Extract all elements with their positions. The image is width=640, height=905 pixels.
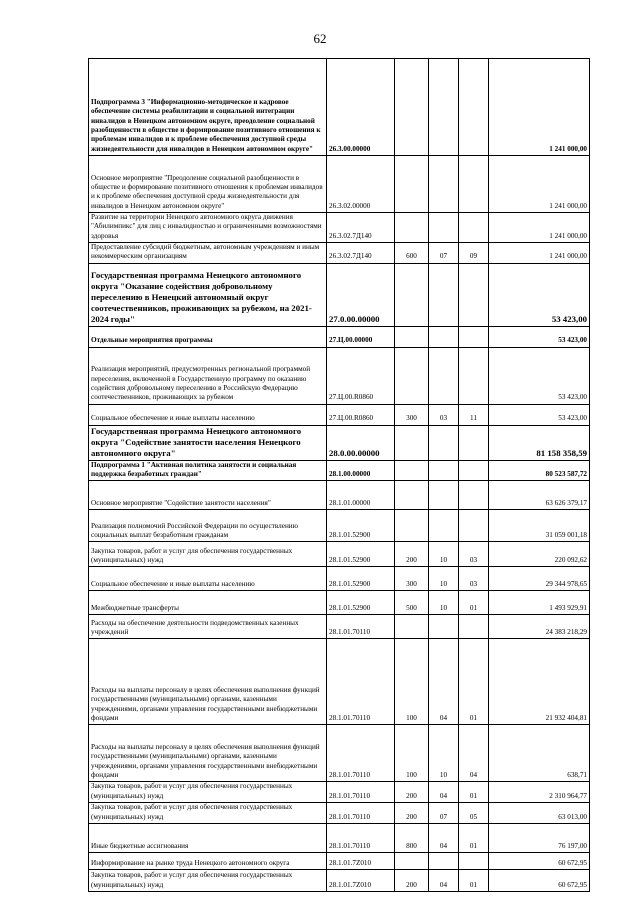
row-expense-type <box>395 852 429 869</box>
row-amount: 638,71 <box>489 725 590 782</box>
row-section <box>429 615 459 639</box>
row-amount: 76 197,00 <box>489 823 590 852</box>
table-row <box>89 639 590 725</box>
row-section <box>429 347 459 404</box>
row-section <box>429 425 459 460</box>
row-target-code: 28.1.00.00000 <box>327 460 395 481</box>
table-row <box>89 243 590 264</box>
row-subsection: 03 <box>459 567 489 591</box>
row-expense-type: 200 <box>395 803 429 824</box>
row-name: Реализация полномочий Российской Федерации по осуществлению социальных выплат безработным гражданам <box>89 510 327 542</box>
row-target-code: 28.1.01.70110 <box>327 725 395 782</box>
row-amount: 53 423,00 <box>489 404 590 425</box>
row-amount: 1 241 000,00 <box>489 59 590 156</box>
row-expense-type: 200 <box>395 869 429 891</box>
table-row <box>89 347 590 404</box>
table-row <box>89 852 590 869</box>
row-name: Закупка товаров, работ и услуг для обеспечения государственных (муниципальных) нужд <box>89 782 327 803</box>
row-name: Социальное обеспечение и иные выплаты населению <box>89 404 327 425</box>
table-row <box>89 404 590 425</box>
row-target-code: 27.Ц.00.R0860 <box>327 404 395 425</box>
row-amount: 29 344 978,65 <box>489 567 590 591</box>
row-section <box>429 156 459 213</box>
row-name: Межбюджетные трансферты <box>89 591 327 615</box>
row-subsection: 05 <box>459 803 489 824</box>
row-section <box>429 213 459 243</box>
row-expense-type: 200 <box>395 542 429 567</box>
row-amount: 1 241 000,00 <box>489 243 590 264</box>
row-subsection: 01 <box>459 639 489 725</box>
table-row <box>89 326 590 347</box>
row-subsection <box>459 213 489 243</box>
row-subsection <box>459 852 489 869</box>
row-target-code: 27.Ц.00.00000 <box>327 326 395 347</box>
row-amount: 60 672,95 <box>489 869 590 891</box>
row-target-code: 27.0.00.00000 <box>327 263 395 326</box>
row-amount: 31 059 001,18 <box>489 510 590 542</box>
row-amount: 60 672,95 <box>489 852 590 869</box>
row-name: Закупка товаров, работ и услуг для обеспечения государственных (муниципальных) нужд <box>89 869 327 891</box>
row-expense-type: 300 <box>395 404 429 425</box>
row-amount: 1 241 000,00 <box>489 213 590 243</box>
row-target-code: 28.1.01.7Z010 <box>327 869 395 891</box>
row-amount: 63 626 379,17 <box>489 481 590 510</box>
row-name: Развитие на территории Ненецкого автономного округа движения "Абилимпикс" для лиц с инвалидностью и ограниченными возможностями здоровья <box>89 213 327 243</box>
row-amount: 220 092,62 <box>489 542 590 567</box>
row-section: 03 <box>429 404 459 425</box>
row-name: Иные бюджетные ассигнования <box>89 823 327 852</box>
row-target-code: 26.3.02.00000 <box>327 156 395 213</box>
budget-table-body <box>89 59 590 892</box>
row-expense-type: 500 <box>395 591 429 615</box>
table-row <box>89 615 590 639</box>
row-section <box>429 263 459 326</box>
row-amount: 1 493 929,91 <box>489 591 590 615</box>
table-row <box>89 869 590 891</box>
row-subsection <box>459 326 489 347</box>
row-amount: 24 383 218,29 <box>489 615 590 639</box>
row-amount: 53 423,00 <box>489 263 590 326</box>
row-subsection <box>459 59 489 156</box>
row-target-code: 26.3.02.7Д140 <box>327 243 395 264</box>
row-name: Расходы на выплаты персоналу в целях обеспечения выполнения функций государственными (муниципальными) органами, казенными учреждениями, органами управления государственными внебюджетными фондами <box>89 725 327 782</box>
row-target-code: 28.1.01.00000 <box>327 481 395 510</box>
row-amount: 53 423,00 <box>489 326 590 347</box>
row-section: 10 <box>429 542 459 567</box>
row-name: Расходы на выплаты персоналу в целях обеспечения выполнения функций государственными (муниципальными) органами, казенными учреждениями, органами управления государственными внебюджетными фондами <box>89 639 327 725</box>
row-subsection: 04 <box>459 725 489 782</box>
row-section: 04 <box>429 639 459 725</box>
row-expense-type: 100 <box>395 725 429 782</box>
row-target-code: 28.1.01.70110 <box>327 782 395 803</box>
budget-table <box>88 58 590 892</box>
table-row <box>89 213 590 243</box>
row-section <box>429 481 459 510</box>
row-section: 04 <box>429 782 459 803</box>
row-expense-type <box>395 156 429 213</box>
row-subsection <box>459 510 489 542</box>
row-subsection: 09 <box>459 243 489 264</box>
row-expense-type <box>395 510 429 542</box>
row-amount: 2 310 964,77 <box>489 782 590 803</box>
row-expense-type <box>395 425 429 460</box>
row-section: 07 <box>429 803 459 824</box>
row-expense-type: 200 <box>395 782 429 803</box>
row-name: Государственная программа Ненецкого автономного округа "Оказание содействия добровольному переселению в Ненецкий автономный округ соотечественников, проживающих за рубежом, на 2021-2024 годы" <box>89 263 327 326</box>
row-section: 04 <box>429 869 459 891</box>
table-row <box>89 156 590 213</box>
table-row <box>89 425 590 460</box>
table-row <box>89 782 590 803</box>
row-subsection: 03 <box>459 542 489 567</box>
row-name: Основное мероприятие "Содействие занятости населения" <box>89 481 327 510</box>
row-subsection: 01 <box>459 869 489 891</box>
table-row <box>89 59 590 156</box>
row-section <box>429 510 459 542</box>
row-target-code: 26.3.00.00000 <box>327 59 395 156</box>
row-subsection <box>459 460 489 481</box>
row-expense-type <box>395 481 429 510</box>
row-section <box>429 460 459 481</box>
row-target-code: 28.1.01.70110 <box>327 639 395 725</box>
row-subsection <box>459 481 489 510</box>
row-target-code: 26.3.02.7Д140 <box>327 213 395 243</box>
table-row <box>89 510 590 542</box>
row-name: Социальное обеспечение и иные выплаты населению <box>89 567 327 591</box>
row-target-code: 28.0.00.00000 <box>327 425 395 460</box>
row-target-code: 27.Ц.00.R0860 <box>327 347 395 404</box>
row-amount: 81 158 358,59 <box>489 425 590 460</box>
page-number: 62 <box>313 31 327 46</box>
table-row <box>89 481 590 510</box>
row-target-code: 28.1.01.7Z010 <box>327 852 395 869</box>
row-name: Информирование на рынке труда Ненецкого автономного округа <box>89 852 327 869</box>
row-subsection: 01 <box>459 591 489 615</box>
table-row <box>89 591 590 615</box>
row-name: Основное мероприятие "Преодоление социальной разобщенности в обществе и формирование позитивного отношения к проблемам инвалидов и к проблеме обеспечения доступной среды жизнедеятельности для инвалидов в Ненецком автономном округе" <box>89 156 327 213</box>
row-subsection: 01 <box>459 823 489 852</box>
row-subsection: 11 <box>459 404 489 425</box>
row-section <box>429 852 459 869</box>
row-section: 10 <box>429 725 459 782</box>
row-subsection <box>459 347 489 404</box>
row-name: Государственная программа Ненецкого автономного округа "Содействие занятости населения Ненецкого автономного округа" <box>89 425 327 460</box>
row-subsection <box>459 263 489 326</box>
row-expense-type <box>395 347 429 404</box>
row-expense-type: 300 <box>395 567 429 591</box>
row-subsection: 01 <box>459 782 489 803</box>
row-section <box>429 326 459 347</box>
row-expense-type: 800 <box>395 823 429 852</box>
row-name: Реализация мероприятий, предусмотренных региональной программой переселения, включенной в Государственную программу по оказанию содействия добровольному переселению в Российскую Федерацию соотечественников, проживающих за рубежом <box>89 347 327 404</box>
row-name: Отдельные мероприятия программы <box>89 326 327 347</box>
row-target-code: 28.1.01.70110 <box>327 615 395 639</box>
row-target-code: 28.1.01.52900 <box>327 567 395 591</box>
table-row <box>89 263 590 326</box>
row-section: 10 <box>429 591 459 615</box>
row-target-code: 28.1.01.52900 <box>327 591 395 615</box>
row-section: 10 <box>429 567 459 591</box>
row-expense-type <box>395 460 429 481</box>
row-target-code: 28.1.01.70110 <box>327 803 395 824</box>
table-row <box>89 460 590 481</box>
table-row <box>89 725 590 782</box>
row-expense-type <box>395 326 429 347</box>
row-section: 04 <box>429 823 459 852</box>
row-target-code: 28.1.01.70110 <box>327 823 395 852</box>
table-row <box>89 823 590 852</box>
row-expense-type <box>395 263 429 326</box>
row-name: Подпрограмма 3 "Информационно-методическое и кадровое обеспечение системы реабилитации и социальной интеграции инвалидов в Ненецком автономном округе, преодоление социальной разобщенности в обществе и формирование позитивного отношения к проблемам инвалидов и к проблеме обеспечения доступной среды жизнедеятельности для инвалидов в Ненецком автономном округе" <box>89 59 327 156</box>
row-amount: 63 013,00 <box>489 803 590 824</box>
row-amount: 80 523 587,72 <box>489 460 590 481</box>
row-name: Закупка товаров, работ и услуг для обеспечения государственных (муниципальных) нужд <box>89 542 327 567</box>
table-row <box>89 567 590 591</box>
row-subsection <box>459 615 489 639</box>
row-name: Закупка товаров, работ и услуг для обеспечения государственных (муниципальных) нужд <box>89 803 327 824</box>
row-subsection <box>459 425 489 460</box>
row-amount: 21 932 404,81 <box>489 639 590 725</box>
row-section <box>429 59 459 156</box>
row-target-code: 28.1.01.52900 <box>327 510 395 542</box>
row-amount: 1 241 000,00 <box>489 156 590 213</box>
row-target-code: 28.1.01.52900 <box>327 542 395 567</box>
row-expense-type: 100 <box>395 639 429 725</box>
row-expense-type <box>395 615 429 639</box>
table-row <box>89 542 590 567</box>
table-row <box>89 803 590 824</box>
row-expense-type: 600 <box>395 243 429 264</box>
row-expense-type <box>395 59 429 156</box>
row-amount: 53 423,00 <box>489 347 590 404</box>
row-expense-type <box>395 213 429 243</box>
row-name: Расходы на обеспечение деятельности подведомственных казенных учреждений <box>89 615 327 639</box>
row-section: 07 <box>429 243 459 264</box>
row-name: Предоставление субсидий бюджетным, автономным учреждениям и иным некоммерческим организациям <box>89 243 327 264</box>
row-name: Подпрограмма 1 "Активная политика занятости и социальная поддержка безработных граждан" <box>89 460 327 481</box>
row-subsection <box>459 156 489 213</box>
